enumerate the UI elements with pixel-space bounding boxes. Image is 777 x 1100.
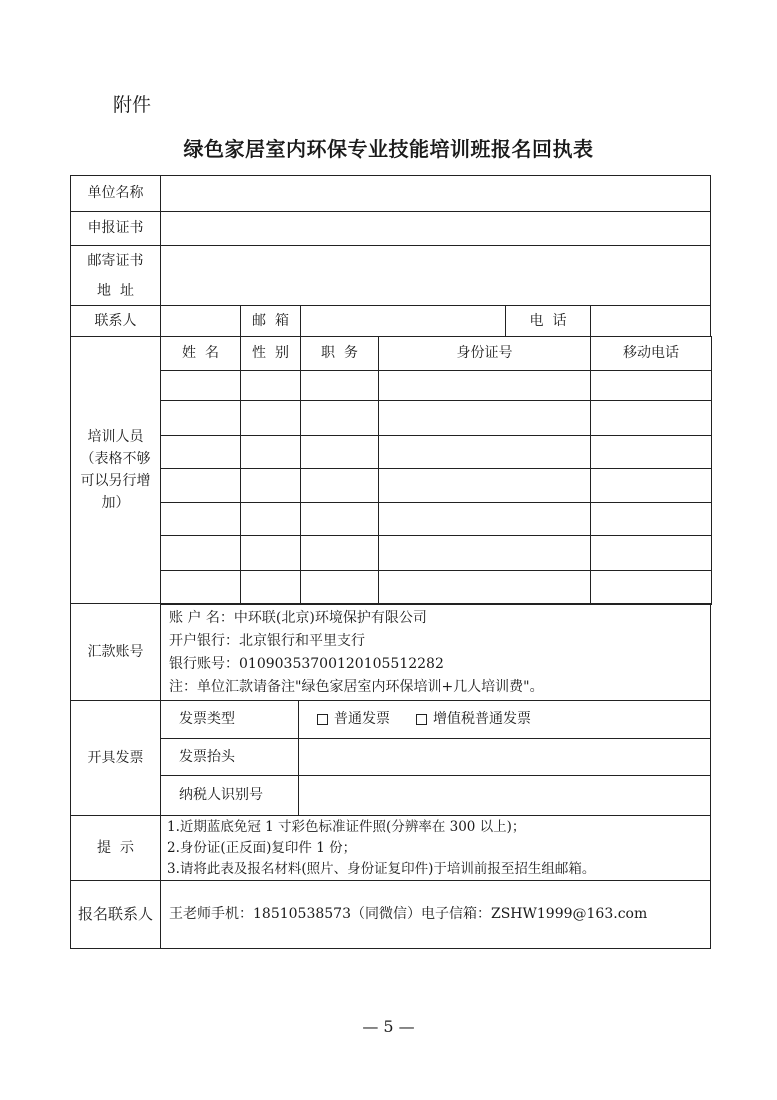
trainee-cell-id-number[interactable] <box>378 370 591 401</box>
trainee-cell-gender[interactable] <box>240 468 301 503</box>
email-field[interactable] <box>300 305 506 337</box>
trainee-cell-mobile[interactable] <box>590 535 712 571</box>
checkbox-vat-invoice[interactable] <box>416 714 427 725</box>
tip-2: 2.身份证(正反面)复印件 1 份； <box>167 840 357 856</box>
trainee-cell-mobile[interactable] <box>590 502 712 536</box>
attachment-label: 附件 <box>113 94 152 116</box>
checkbox-regular-invoice[interactable] <box>317 714 328 725</box>
trainee-cell-gender[interactable] <box>240 435 301 469</box>
option-vat-invoice[interactable]: 增值税普通发票 <box>433 711 531 727</box>
label-email: 邮 箱 <box>240 305 301 337</box>
label-mail-cert: 邮寄证书 <box>87 252 144 269</box>
trainee-cell-id-number[interactable] <box>378 400 591 436</box>
trainee-cell-position[interactable] <box>300 502 379 536</box>
header-position: 职 务 <box>300 336 379 371</box>
account-number: 银行账号：01090353700120105512282 <box>169 656 444 672</box>
trainee-cell-name[interactable] <box>160 535 241 571</box>
header-mobile: 移动电话 <box>590 336 712 371</box>
remittance-note: 注：单位汇款请备注"绿色家居室内环保培训+几人培训费"。 <box>169 679 544 695</box>
trainee-cell-gender[interactable] <box>240 570 301 605</box>
label-invoice-title: 发票抬头 <box>160 738 299 776</box>
label-tax-id: 纳税人识别号 <box>160 775 299 816</box>
header-gender: 性 别 <box>240 336 301 371</box>
trainee-cell-name[interactable] <box>160 370 241 401</box>
trainee-cell-name[interactable] <box>160 400 241 436</box>
trainee-cell-mobile[interactable] <box>590 435 712 469</box>
label-contact: 联系人 <box>70 305 161 337</box>
tip-1: 1.近期蓝底免冠 1 寸彩色标准证件照(分辨率在 300 以上)； <box>167 819 526 835</box>
trainees-title: 培训人员 <box>87 429 144 445</box>
trainee-cell-id-number[interactable] <box>378 502 591 536</box>
contact-person-info: 王老师手机：18510538573（同微信）电子信箱：ZSHW1999@163.com <box>160 880 711 949</box>
tips-content <box>160 815 711 881</box>
trainee-cell-position[interactable] <box>300 535 379 571</box>
trainee-cell-name[interactable] <box>160 468 241 503</box>
trainee-cell-name[interactable] <box>160 502 241 536</box>
label-invoice: 开具发票 <box>70 700 161 816</box>
trainee-cell-mobile[interactable] <box>590 370 712 401</box>
phone-field[interactable] <box>590 305 711 337</box>
trainee-cell-gender[interactable] <box>240 535 301 571</box>
trainee-cell-gender[interactable] <box>240 400 301 436</box>
trainee-cell-position[interactable] <box>300 435 379 469</box>
trainee-cell-id-number[interactable] <box>378 435 591 469</box>
trainee-cell-gender[interactable] <box>240 502 301 536</box>
trainee-cell-position[interactable] <box>300 468 379 503</box>
label-contact-person: 报名联系人 <box>70 880 161 949</box>
option-regular-invoice[interactable]: 普通发票 <box>334 711 390 727</box>
label-mail-address <box>70 245 161 306</box>
label-invoice-type: 发票类型 <box>160 700 299 739</box>
mail-address-field[interactable] <box>160 245 711 306</box>
contact-field[interactable] <box>160 305 241 337</box>
trainee-cell-id-number[interactable] <box>378 468 591 503</box>
label-cert-apply: 申报证书 <box>70 211 161 246</box>
trainee-cell-name[interactable] <box>160 435 241 469</box>
trainee-cell-position[interactable] <box>300 400 379 436</box>
trainees-note: （表格不够可以另行增加） <box>80 451 151 511</box>
trainee-cell-name[interactable] <box>160 570 241 605</box>
account-name: 账 户 名：中环联(北京)环境保护有限公司 <box>169 610 427 626</box>
trainee-cell-id-number[interactable] <box>378 535 591 571</box>
trainee-cell-mobile[interactable] <box>590 570 712 605</box>
remittance-info <box>160 603 711 701</box>
invoice-title-field[interactable] <box>298 738 711 776</box>
label-phone: 电 话 <box>505 305 591 337</box>
page-title: 绿色家居室内环保专业技能培训班报名回执表 <box>183 137 594 161</box>
unit-name-field[interactable] <box>160 175 711 212</box>
label-address: 地 址 <box>97 282 134 299</box>
tax-id-field[interactable] <box>298 775 711 816</box>
label-unit-name: 单位名称 <box>70 175 161 212</box>
trainee-cell-mobile[interactable] <box>590 400 712 436</box>
trainee-cell-id-number[interactable] <box>378 570 591 605</box>
cert-apply-field[interactable] <box>160 211 711 246</box>
label-remittance: 汇款账号 <box>70 603 161 701</box>
invoice-type-options <box>298 700 711 739</box>
bank-name: 开户银行：北京银行和平里支行 <box>169 633 365 649</box>
tip-3: 3.请将此表及报名材料(照片、身份证复印件)于培训前报至招生组邮箱。 <box>167 861 596 877</box>
label-trainees <box>70 336 161 604</box>
header-name: 姓 名 <box>160 336 241 371</box>
trainee-cell-position[interactable] <box>300 570 379 605</box>
label-tips: 提 示 <box>70 815 161 881</box>
header-id-number: 身份证号 <box>378 336 591 371</box>
trainee-cell-mobile[interactable] <box>590 468 712 503</box>
page-number: — 5 — <box>362 1017 415 1036</box>
trainee-cell-gender[interactable] <box>240 370 301 401</box>
trainee-cell-position[interactable] <box>300 370 379 401</box>
